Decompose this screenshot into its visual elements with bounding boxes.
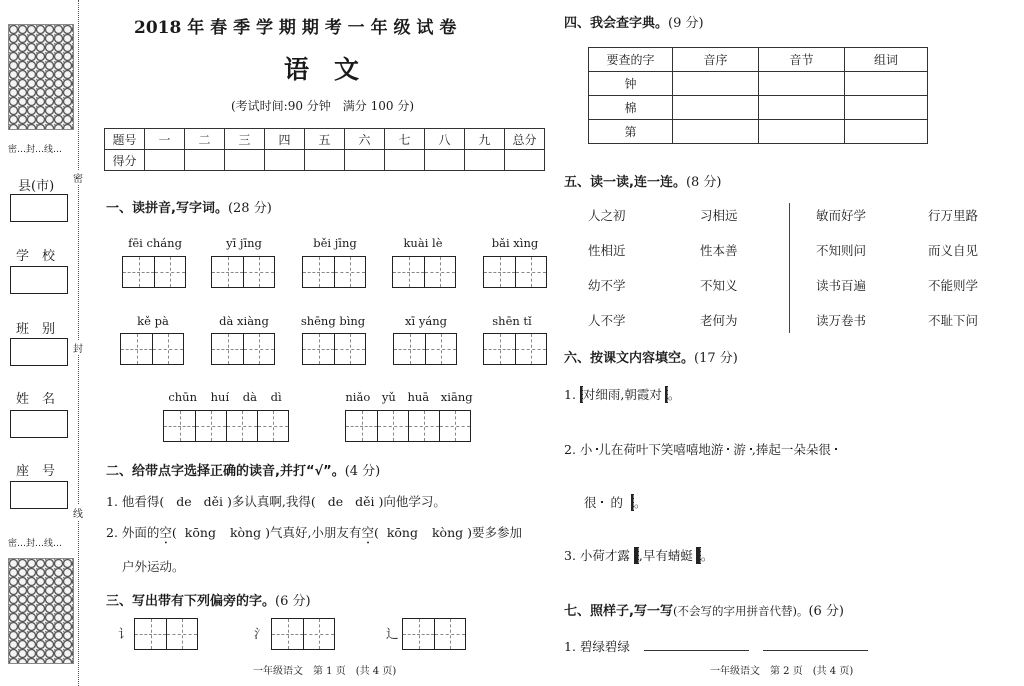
answer-cell[interactable] — [673, 72, 759, 96]
match-item[interactable]: 读书百遍 — [816, 278, 867, 293]
section-points: (6 分) — [275, 594, 311, 609]
reading-option[interactable]: děi — [203, 494, 224, 509]
pinyin-label: bǎi xìng — [491, 236, 539, 250]
lookup-char: 钟 — [589, 72, 673, 96]
writing-grid[interactable] — [211, 256, 275, 288]
section-points: (9 分) — [668, 16, 704, 31]
score-row-label: 得分 — [105, 150, 145, 171]
school-field[interactable] — [10, 266, 68, 294]
score-cell[interactable] — [425, 150, 465, 171]
answer-cell[interactable] — [845, 120, 928, 144]
fill-line-1 — [564, 385, 680, 403]
question-2-2-cont: 户外运动。 — [122, 559, 185, 574]
school-label: 学 校 — [16, 249, 56, 264]
writing-grid[interactable] — [402, 618, 466, 650]
match-item[interactable]: 人之初 — [588, 208, 626, 223]
fill-line-2b — [584, 493, 647, 511]
writing-grid[interactable] — [163, 410, 289, 442]
pinyin-label: dà xiàng — [219, 314, 269, 328]
text: ,捧起一朵朵很 — [751, 442, 831, 457]
writing-grid[interactable] — [634, 547, 639, 564]
text: 3. 小荷才露 — [564, 548, 630, 563]
writing-grid[interactable] — [580, 386, 583, 403]
score-table-cell: 五 — [305, 129, 345, 150]
dotted-char: 空 — [361, 525, 374, 540]
answer-cell[interactable] — [759, 120, 845, 144]
match-divider — [789, 203, 790, 333]
text: 游 — [733, 442, 746, 457]
lookup-char: 第 — [589, 120, 673, 144]
score-cell[interactable] — [345, 150, 385, 171]
reading-option[interactable]: děi — [355, 494, 375, 509]
score-table-cell: 题号 — [105, 129, 145, 150]
section-title-text: 五、读一读,连一连。 — [564, 175, 686, 190]
county-label: 县(市) — [18, 179, 55, 194]
binding-char-feng: 封 — [73, 340, 83, 355]
match-item[interactable]: 不耻下问 — [928, 313, 979, 328]
writing-grid[interactable] — [835, 448, 837, 450]
pinyin-label: kuài lè — [403, 236, 443, 250]
writing-grid[interactable] — [122, 256, 186, 288]
reading-option[interactable]: kōng — [386, 525, 418, 540]
seal-line-label-top: 密…封…线… — [8, 145, 63, 155]
match-item[interactable]: 性相近 — [588, 243, 626, 258]
match-item[interactable]: 幼不学 — [588, 278, 626, 293]
writing-grid[interactable] — [483, 256, 547, 288]
text: 对细雨,朝霞对 — [582, 387, 662, 402]
radical-label: 辶 — [386, 626, 399, 641]
text: 。 — [634, 495, 647, 510]
section-note: (不会写的字用拼音代替)。 — [672, 604, 809, 618]
section-title-text: 二、给带点字选择正确的读音,并打“√”。 — [106, 464, 345, 479]
text: 的 — [610, 495, 624, 510]
lookup-char: 棉 — [589, 96, 673, 120]
pinyin-label: xī yáng — [405, 314, 447, 328]
section-points: (17 分) — [694, 351, 738, 366]
reading-option[interactable]: de — [327, 494, 344, 509]
footer-page-2: 一年级语文 第 2 页 (共 4 页) — [710, 666, 854, 677]
match-item[interactable]: 不能则学 — [928, 278, 979, 293]
score-table-cell: 九 — [465, 129, 505, 150]
score-table-cell: 四 — [265, 129, 305, 150]
score-table-cell: 一 — [145, 129, 185, 150]
score-table-cell: 七 — [385, 129, 425, 150]
match-item[interactable]: 读万卷书 — [816, 313, 867, 328]
score-table-cell: 六 — [345, 129, 385, 150]
score-cell[interactable] — [265, 150, 305, 171]
writing-grid[interactable] — [483, 333, 547, 365]
section-2-title — [106, 460, 380, 479]
score-table-cell: 二 — [185, 129, 225, 150]
section-points: (4 分) — [344, 464, 381, 479]
binding-char-xian: 线 — [73, 505, 83, 520]
table-row — [589, 72, 928, 96]
section-6-title — [564, 347, 738, 366]
text: )向他学习。 — [378, 494, 446, 509]
section-title-text: 六、按课文内容填空。 — [564, 351, 695, 366]
pinyin-label: niǎo yǔ huā xiāng — [345, 390, 473, 404]
writing-grid[interactable] — [211, 333, 275, 365]
text: )多认真啊,我得( — [227, 494, 316, 509]
match-item[interactable]: 不知则问 — [816, 243, 867, 258]
text: 很 — [584, 495, 597, 510]
section-7-title — [564, 600, 844, 619]
writing-grid[interactable] — [302, 256, 366, 288]
text: ( — [373, 525, 379, 540]
score-table-score-row — [105, 150, 545, 171]
match-item[interactable]: 行万里路 — [928, 208, 979, 223]
county-field[interactable] — [10, 194, 68, 222]
score-cell[interactable] — [305, 150, 345, 171]
score-table-cell: 三 — [225, 129, 265, 150]
text: 1. 他看得( — [106, 494, 165, 509]
pinyin-label: fēi cháng — [128, 236, 182, 250]
question-2-1 — [106, 492, 446, 510]
reading-option[interactable]: kòng — [229, 525, 262, 540]
question-2-2 — [106, 523, 522, 547]
pinyin-label: shēn tǐ — [492, 314, 532, 328]
writing-grid[interactable] — [393, 333, 457, 365]
match-item[interactable]: 不知义 — [700, 278, 738, 293]
writing-grid[interactable] — [392, 256, 456, 288]
name-label: 姓 名 — [16, 392, 56, 407]
writing-grid[interactable] — [727, 448, 729, 450]
writing-grid[interactable] — [120, 333, 184, 365]
pinyin-label: shēng bìng — [300, 314, 366, 328]
seal-line-label-bottom: 密…封…线… — [8, 539, 63, 549]
score-cell[interactable] — [225, 150, 265, 171]
section-3-title — [106, 590, 311, 609]
table-row — [589, 96, 928, 120]
section-title-text: 四、我会查字典。 — [564, 16, 669, 31]
decorative-pattern-bottom — [8, 558, 74, 664]
reading-option[interactable]: de — [176, 494, 192, 509]
section-points: (6 分) — [808, 604, 844, 619]
exam-title: 2018 年 春 季 学 期 期 考 一 年 级 试 卷 — [134, 18, 457, 38]
table-header: 音节 — [759, 48, 845, 72]
writing-grid[interactable] — [696, 547, 701, 564]
pinyin-label: chūn huí dà dì — [168, 390, 282, 404]
text: 。 — [700, 548, 714, 563]
example-text: 1. 碧绿碧绿 — [564, 639, 630, 654]
answer-cell[interactable] — [673, 96, 759, 120]
text: ,早有蜻蜓 — [638, 548, 693, 563]
match-item[interactable]: 而义自见 — [928, 243, 979, 258]
exam-info: (考试时间:90 分钟 满分 100 分) — [231, 99, 415, 113]
footer-page-1: 一年级语文 第 1 页 (共 4 页) — [253, 666, 397, 677]
class-label: 班 别 — [16, 322, 56, 337]
answer-cell[interactable] — [759, 72, 845, 96]
section-title-text: 三、写出带有下列偏旁的字。 — [106, 594, 276, 609]
answer-blank[interactable] — [644, 641, 749, 651]
table-header: 要查的字 — [589, 48, 673, 72]
answer-cell[interactable] — [845, 96, 928, 120]
section-points: (28 分) — [227, 201, 272, 216]
table-row — [589, 120, 928, 144]
score-cell[interactable] — [505, 150, 545, 171]
seat-field[interactable] — [10, 481, 68, 509]
pinyin-label: běi jīng — [313, 236, 357, 250]
seat-label: 座 号 — [16, 464, 56, 479]
text: 1. — [564, 386, 576, 402]
text: 2. 小 — [564, 442, 593, 457]
class-field[interactable] — [10, 338, 68, 366]
radical-label: 氵 — [254, 626, 267, 641]
score-cell[interactable] — [385, 150, 425, 171]
score-table — [104, 128, 545, 171]
section-title-text: 一、读拼音,写字词。 — [106, 201, 228, 216]
pinyin-label: kě pà — [137, 314, 169, 328]
text: )气真好,小朋友有 — [265, 525, 362, 540]
match-item[interactable]: 人不学 — [588, 313, 626, 328]
binding-char-mi: 密 — [73, 170, 83, 185]
score-table-header-row — [105, 129, 545, 150]
fill-line-3 — [564, 546, 713, 564]
score-cell[interactable] — [185, 150, 225, 171]
score-cell[interactable] — [145, 150, 185, 171]
writing-grid[interactable] — [345, 410, 471, 442]
writing-grid[interactable] — [271, 618, 335, 650]
table-header: 音序 — [673, 48, 759, 72]
text: )要多参加 — [467, 525, 522, 540]
subject-title: 语 文 — [284, 55, 360, 84]
writing-grid[interactable] — [302, 333, 366, 365]
section-4-title — [564, 12, 704, 31]
match-item[interactable]: 习相远 — [700, 208, 738, 223]
answer-blank[interactable] — [763, 641, 868, 651]
section-title-text: 七、照样子,写一写 — [564, 604, 673, 619]
section-5-title — [564, 171, 722, 190]
match-item[interactable]: 老何为 — [700, 313, 738, 328]
writing-grid[interactable] — [631, 494, 634, 511]
text: 2. 外面的 — [106, 525, 160, 540]
score-cell[interactable] — [465, 150, 505, 171]
answer-cell[interactable] — [673, 120, 759, 144]
pinyin-label: yī jīng — [226, 236, 262, 250]
answer-cell[interactable] — [845, 72, 928, 96]
dotted-char: 空 — [159, 525, 172, 540]
score-table-cell: 总分 — [505, 129, 545, 150]
writing-grid[interactable] — [134, 618, 198, 650]
fill-line-2 — [564, 440, 837, 458]
radical-label: 讠 — [118, 626, 131, 641]
section-1-title — [106, 197, 272, 216]
writing-grid[interactable] — [601, 501, 603, 503]
example-line — [564, 637, 868, 655]
dictionary-header-row — [589, 48, 928, 72]
score-table-cell: 八 — [425, 129, 465, 150]
section-points: (8 分) — [685, 175, 722, 190]
text: ( — [171, 525, 177, 540]
reading-option[interactable]: kòng — [431, 525, 464, 540]
text: 。 — [667, 387, 681, 402]
match-item[interactable]: 性本善 — [700, 243, 738, 258]
text: 儿在荷叶下笑嘻嘻地游 — [598, 442, 724, 457]
name-field[interactable] — [10, 410, 68, 438]
reading-option[interactable]: kōng — [184, 525, 216, 540]
answer-cell[interactable] — [759, 96, 845, 120]
table-header: 组词 — [845, 48, 928, 72]
dictionary-table — [588, 47, 928, 144]
writing-grid[interactable] — [665, 386, 668, 403]
match-item[interactable]: 敏而好学 — [816, 208, 867, 223]
decorative-pattern-top — [8, 24, 74, 130]
